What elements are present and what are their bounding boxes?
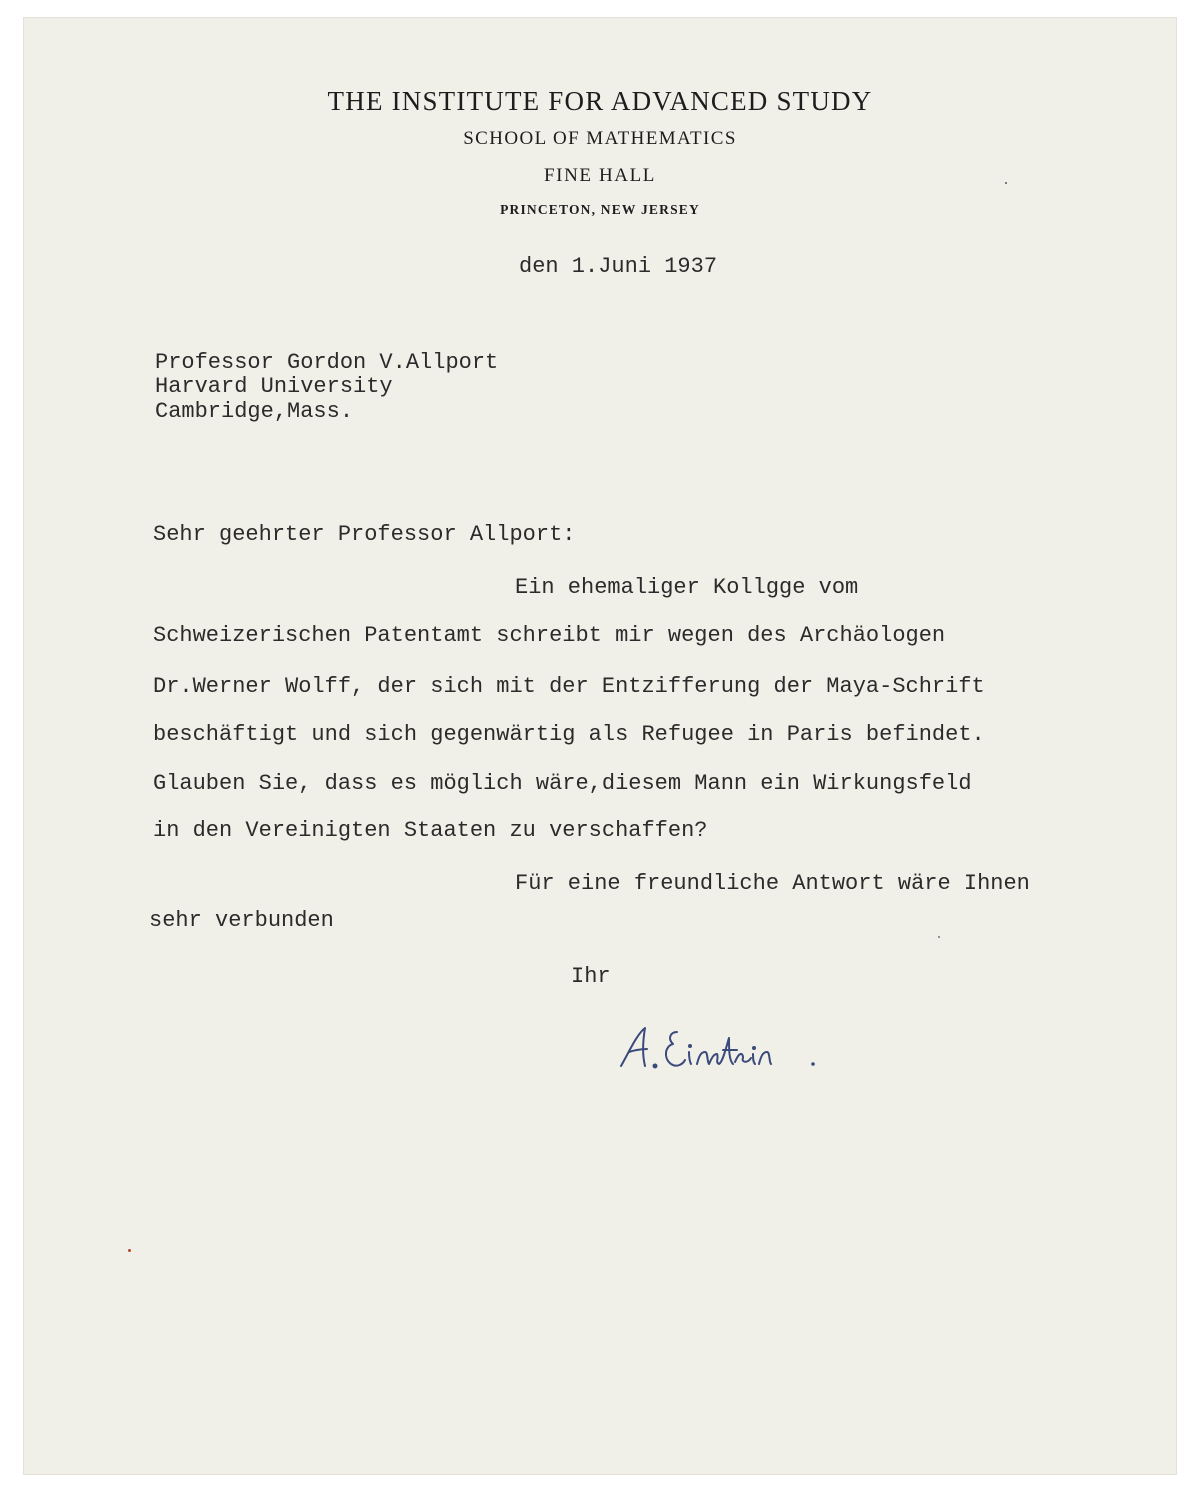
recipient-institution: Harvard University	[155, 374, 393, 399]
signature	[615, 1022, 835, 1082]
salutation: Sehr geehrter Professor Allport:	[153, 522, 576, 547]
paper-speck	[128, 1249, 131, 1252]
body-line-2: Schweizerischen Patentamt schreibt mir wegen des Archäologen	[153, 623, 946, 648]
body-line-1: Ein ehemaliger Kollgge vom	[515, 575, 859, 600]
letter-date: den 1.Juni 1937	[519, 254, 718, 279]
recipient-name: Professor Gordon V.Allport	[155, 350, 499, 375]
body-line-4: beschäftigt und sich gegenwärtig als Refugee in Paris befindet.	[153, 722, 985, 747]
closing: Ihr	[571, 964, 611, 989]
letterhead-institute: THE INSTITUTE FOR ADVANCED STUDY	[327, 86, 873, 116]
body-line-3: Dr.Werner Wolff, der sich mit der Entzifferung der Maya-Schrift	[153, 674, 985, 699]
body-line-6: in den Vereinigten Staaten zu verschaffen?	[153, 818, 708, 843]
paper-speck	[938, 936, 940, 938]
body-line-5: Glauben Sie, dass es möglich wäre,diesem Mann ein Wirkungsfeld	[153, 771, 972, 796]
body-line-7: Für eine freundliche Antwort wäre Ihnen	[515, 871, 1030, 896]
body-line-8: sehr verbunden	[149, 908, 334, 933]
letterhead-location: PRINCETON, NEW JERSEY	[500, 202, 700, 217]
letterhead-school: SCHOOL OF MATHEMATICS	[463, 128, 737, 149]
recipient-city: Cambridge,Mass.	[155, 399, 354, 424]
paper-speck	[1005, 182, 1007, 184]
letterhead-building: FINE HALL	[543, 165, 657, 186]
